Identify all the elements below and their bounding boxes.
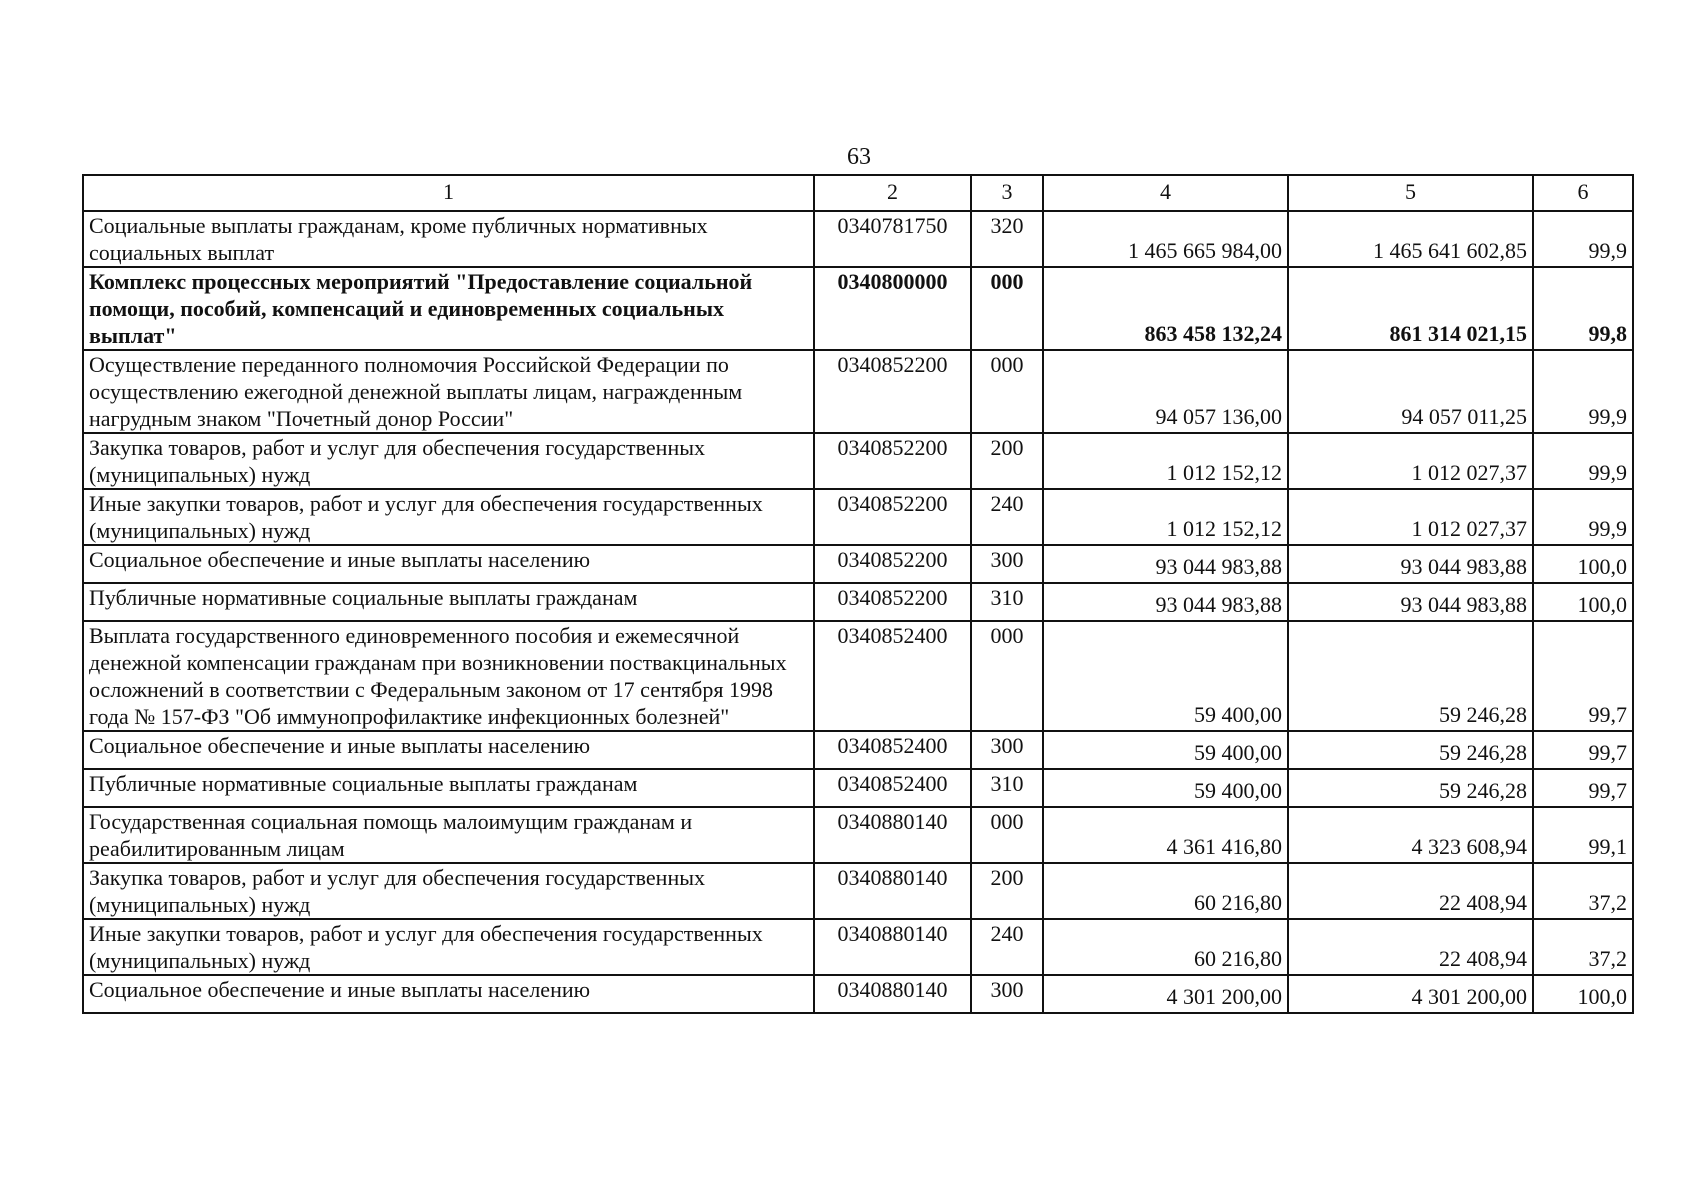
table-row (83, 350, 1633, 433)
row-percent: 99,9 (1533, 433, 1633, 489)
column-header-6: 6 (1533, 175, 1633, 211)
row-percent: 99,9 (1533, 211, 1633, 267)
row-name: Социальное обеспечение и иные выплаты населению (83, 731, 814, 769)
row-code: 0340852200 (814, 350, 971, 433)
row-expense-type: 200 (971, 863, 1043, 919)
row-code: 0340800000 (814, 267, 971, 350)
row-code: 0340880140 (814, 863, 971, 919)
page-number: 63 (847, 144, 871, 170)
row-plan-amount: 1 012 152,12 (1043, 489, 1288, 545)
row-name: Комплекс процессных мероприятий "Предоставление социальной помощи, пособий, компенсаций и единовременных социальных выплат" (83, 267, 814, 350)
row-plan-amount: 93 044 983,88 (1043, 545, 1288, 583)
row-code: 0340880140 (814, 919, 971, 975)
column-header-2: 2 (814, 175, 971, 211)
row-expense-type: 000 (971, 621, 1043, 731)
table-row (83, 211, 1633, 267)
row-code: 0340852200 (814, 489, 971, 545)
budget-execution-table (82, 174, 1634, 1014)
table-row (83, 863, 1633, 919)
table-row (83, 433, 1633, 489)
row-expense-type: 300 (971, 731, 1043, 769)
row-expense-type: 240 (971, 919, 1043, 975)
row-name: Иные закупки товаров, работ и услуг для обеспечения государственных (муниципальных) нужд (83, 489, 814, 545)
row-percent: 100,0 (1533, 975, 1633, 1013)
row-name: Социальное обеспечение и иные выплаты населению (83, 545, 814, 583)
row-expense-type: 000 (971, 267, 1043, 350)
row-plan-amount: 4 361 416,80 (1043, 807, 1288, 863)
row-plan-amount: 1 012 152,12 (1043, 433, 1288, 489)
row-code: 0340880140 (814, 975, 971, 1013)
row-expense-type: 200 (971, 433, 1043, 489)
row-percent: 37,2 (1533, 863, 1633, 919)
row-percent: 99,9 (1533, 489, 1633, 545)
row-plan-amount: 93 044 983,88 (1043, 583, 1288, 621)
row-plan-amount: 863 458 132,24 (1043, 267, 1288, 350)
column-header-4: 4 (1043, 175, 1288, 211)
column-header-1: 1 (83, 175, 814, 211)
row-percent: 100,0 (1533, 545, 1633, 583)
row-plan-amount: 1 465 665 984,00 (1043, 211, 1288, 267)
row-plan-amount: 59 400,00 (1043, 731, 1288, 769)
row-actual-amount: 1 012 027,37 (1288, 489, 1533, 545)
row-actual-amount: 4 301 200,00 (1288, 975, 1533, 1013)
row-name: Выплата государственного единовременного пособия и ежемесячной денежной компенсации гражданам при возникновении поствакцинальных осложнений в соответствии с Федеральным законом от 17 сентября 1998 года № 157-ФЗ "Об иммунопрофилактике инфекционных болезней" (83, 621, 814, 731)
row-plan-amount: 60 216,80 (1043, 919, 1288, 975)
row-percent: 99,8 (1533, 267, 1633, 350)
row-expense-type: 240 (971, 489, 1043, 545)
table-row (83, 489, 1633, 545)
row-expense-type: 310 (971, 583, 1043, 621)
row-expense-type: 300 (971, 545, 1043, 583)
row-actual-amount: 93 044 983,88 (1288, 545, 1533, 583)
row-percent: 99,9 (1533, 350, 1633, 433)
row-actual-amount: 1 012 027,37 (1288, 433, 1533, 489)
row-name: Социальное обеспечение и иные выплаты населению (83, 975, 814, 1013)
column-header-5: 5 (1288, 175, 1533, 211)
row-actual-amount: 861 314 021,15 (1288, 267, 1533, 350)
row-plan-amount: 94 057 136,00 (1043, 350, 1288, 433)
column-number-header (83, 175, 1633, 211)
row-expense-type: 000 (971, 807, 1043, 863)
row-plan-amount: 60 216,80 (1043, 863, 1288, 919)
row-percent: 99,7 (1533, 769, 1633, 807)
row-plan-amount: 4 301 200,00 (1043, 975, 1288, 1013)
row-name: Осуществление переданного полномочия Российской Федерации по осуществлению ежегодной денежной выплаты лицам, награжденным нагрудным знаком "Почетный донор России" (83, 350, 814, 433)
row-expense-type: 300 (971, 975, 1043, 1013)
table-row (83, 583, 1633, 621)
table-row (83, 807, 1633, 863)
row-expense-type: 310 (971, 769, 1043, 807)
row-name: Публичные нормативные социальные выплаты гражданам (83, 583, 814, 621)
row-actual-amount: 93 044 983,88 (1288, 583, 1533, 621)
row-code: 0340852200 (814, 583, 971, 621)
row-expense-type: 000 (971, 350, 1043, 433)
row-name: Государственная социальная помощь малоимущим гражданам и реабилитированным лицам (83, 807, 814, 863)
table-row (83, 919, 1633, 975)
row-name: Публичные нормативные социальные выплаты гражданам (83, 769, 814, 807)
row-code: 0340781750 (814, 211, 971, 267)
row-actual-amount: 59 246,28 (1288, 731, 1533, 769)
row-actual-amount: 59 246,28 (1288, 769, 1533, 807)
row-actual-amount: 22 408,94 (1288, 919, 1533, 975)
row-code: 0340852400 (814, 769, 971, 807)
table-row (83, 545, 1633, 583)
row-name: Иные закупки товаров, работ и услуг для обеспечения государственных (муниципальных) нужд (83, 919, 814, 975)
row-code: 0340852400 (814, 731, 971, 769)
column-header-3: 3 (971, 175, 1043, 211)
row-percent: 37,2 (1533, 919, 1633, 975)
row-plan-amount: 59 400,00 (1043, 621, 1288, 731)
table-row (83, 975, 1633, 1013)
row-actual-amount: 22 408,94 (1288, 863, 1533, 919)
row-name: Закупка товаров, работ и услуг для обеспечения государственных (муниципальных) нужд (83, 863, 814, 919)
table-row (83, 621, 1633, 731)
row-actual-amount: 94 057 011,25 (1288, 350, 1533, 433)
row-percent: 99,1 (1533, 807, 1633, 863)
row-plan-amount: 59 400,00 (1043, 769, 1288, 807)
row-expense-type: 320 (971, 211, 1043, 267)
row-percent: 99,7 (1533, 731, 1633, 769)
row-actual-amount: 59 246,28 (1288, 621, 1533, 731)
row-name: Социальные выплаты гражданам, кроме публичных нормативных социальных выплат (83, 211, 814, 267)
table-row (83, 731, 1633, 769)
row-code: 0340852400 (814, 621, 971, 731)
row-code: 0340852200 (814, 545, 971, 583)
row-actual-amount: 4 323 608,94 (1288, 807, 1533, 863)
row-actual-amount: 1 465 641 602,85 (1288, 211, 1533, 267)
table-row (83, 769, 1633, 807)
row-code: 0340880140 (814, 807, 971, 863)
row-percent: 100,0 (1533, 583, 1633, 621)
table-row (83, 267, 1633, 350)
row-percent: 99,7 (1533, 621, 1633, 731)
row-name: Закупка товаров, работ и услуг для обеспечения государственных (муниципальных) нужд (83, 433, 814, 489)
row-code: 0340852200 (814, 433, 971, 489)
